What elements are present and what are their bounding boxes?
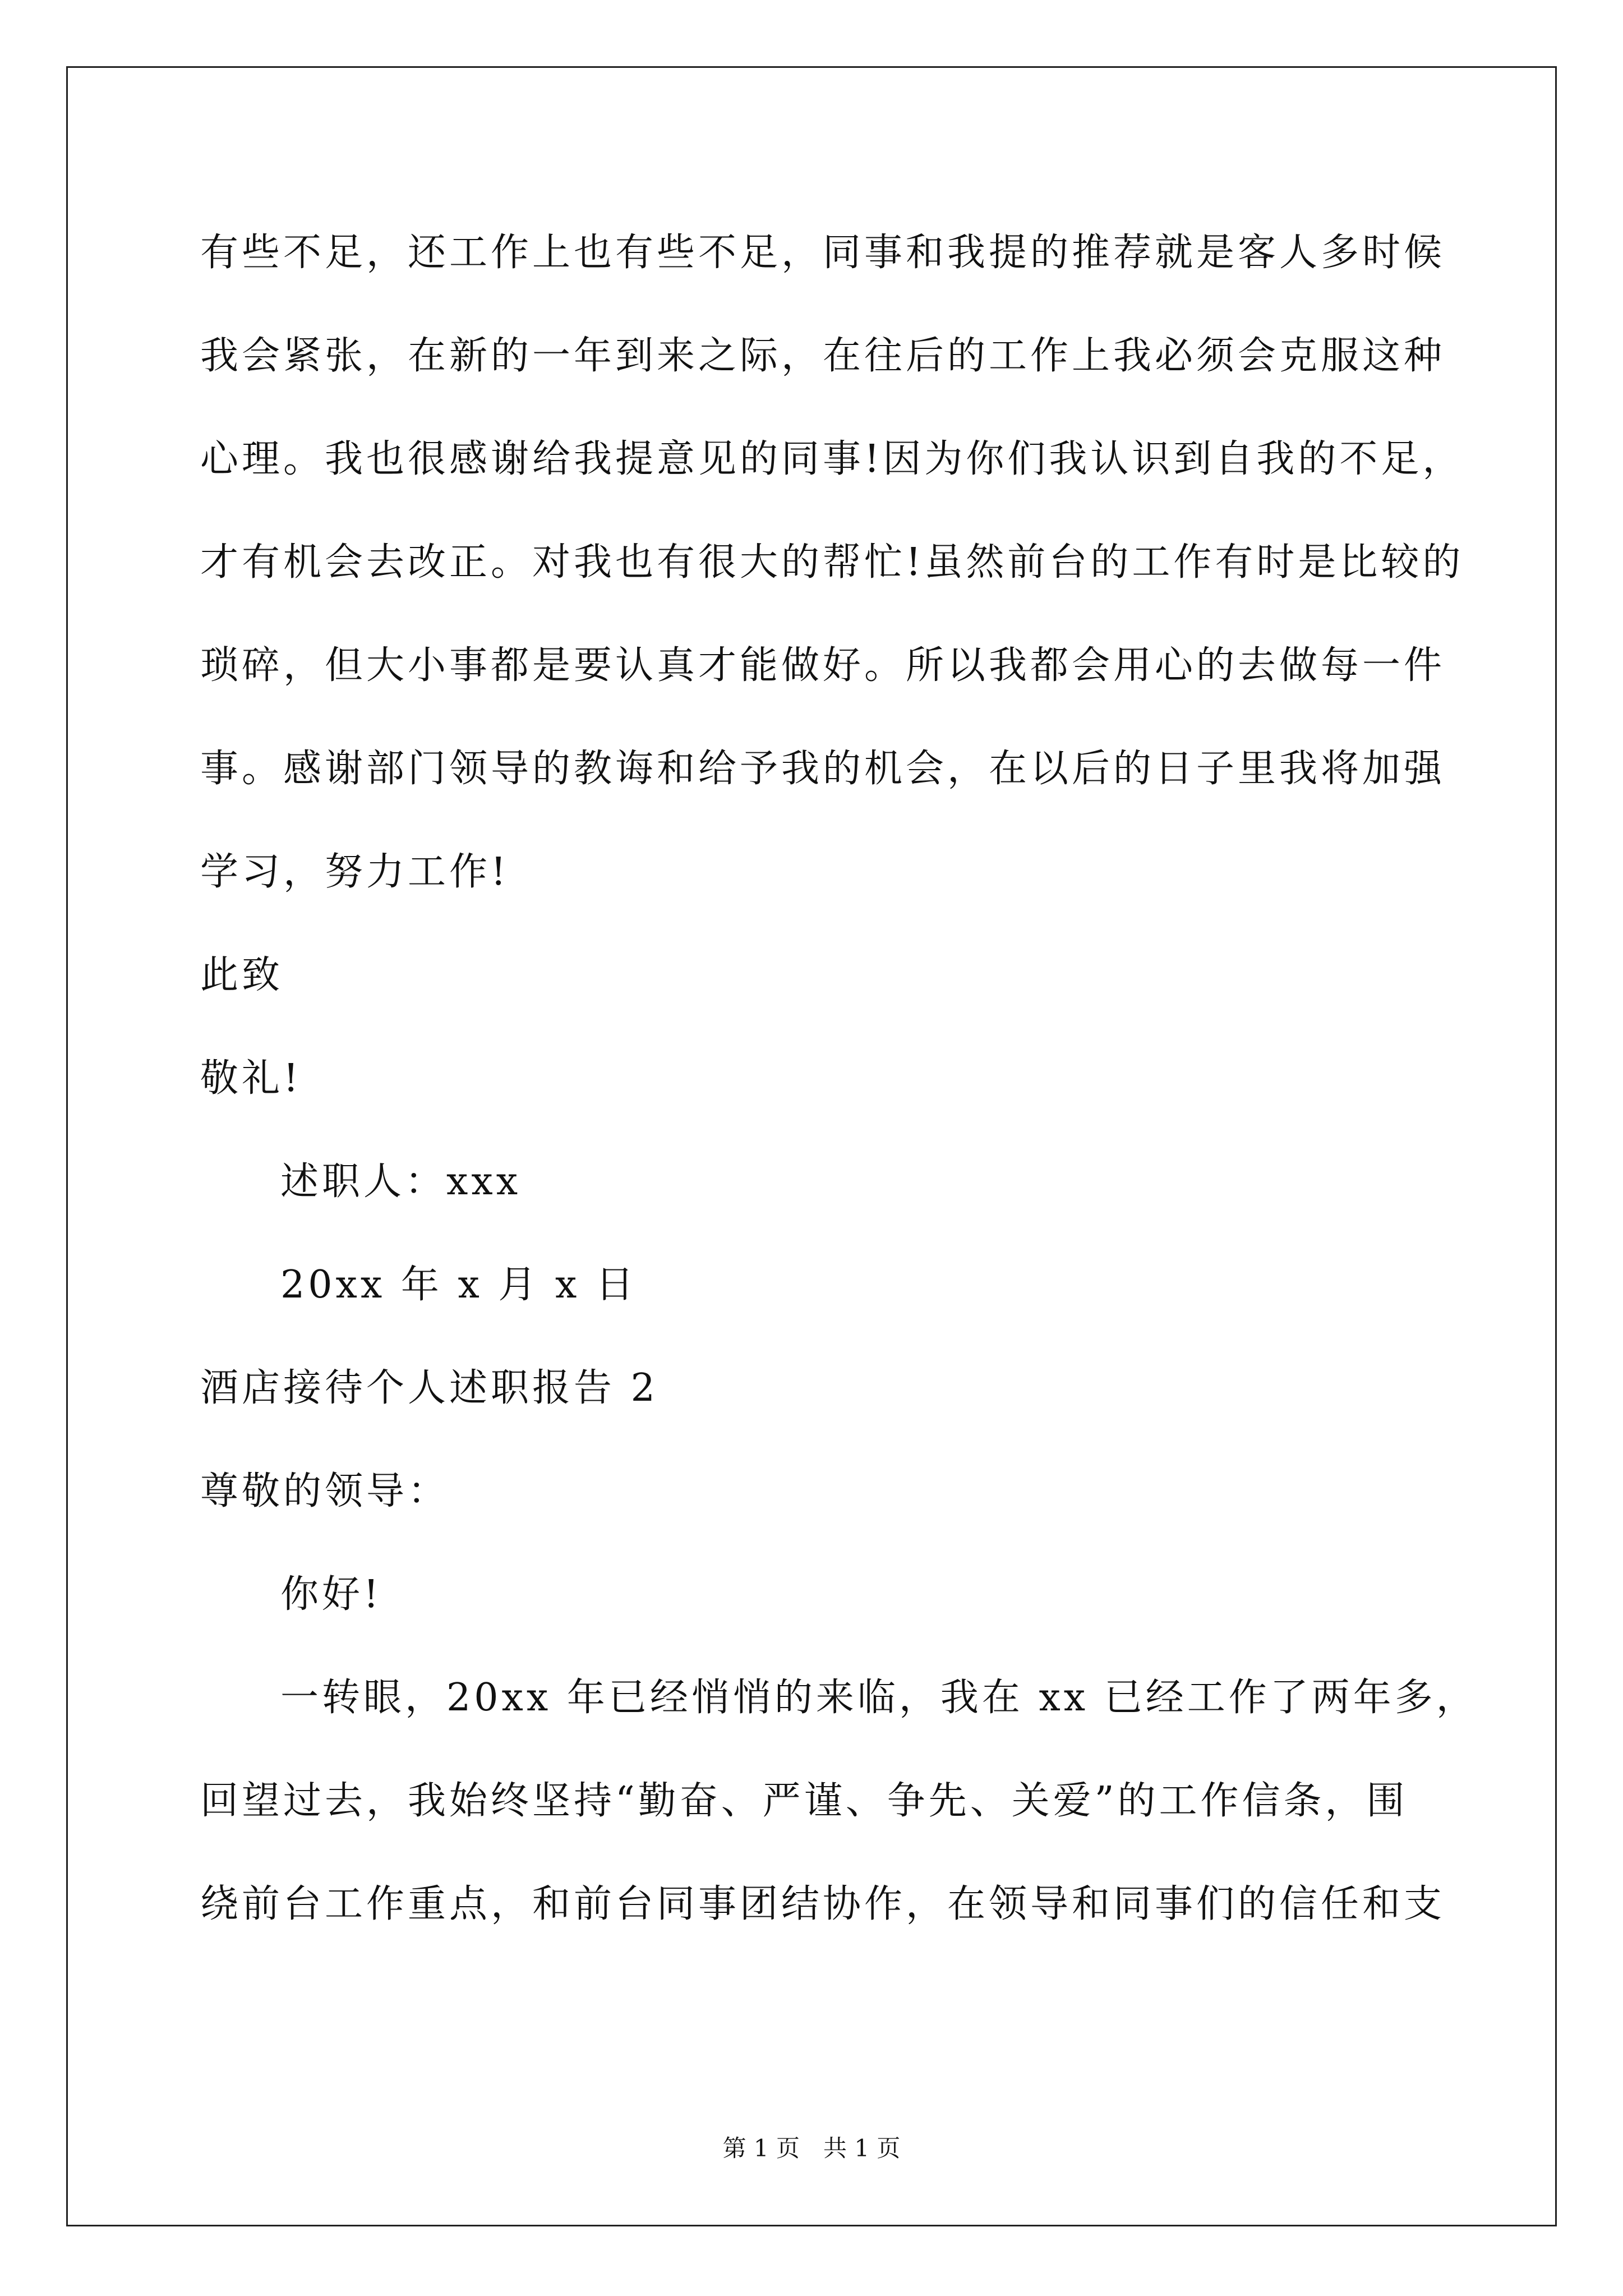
reporter-signature: 述职人：xxx bbox=[280, 1159, 522, 1204]
closing-regards: 敬礼! bbox=[200, 1056, 302, 1101]
report-date: 20xx 年 x 月 x 日 bbox=[280, 1263, 638, 1307]
page-footer: 第 1 页 共 1 页 bbox=[722, 2134, 901, 2162]
body-line-4: 才有机会去改正。对我也有很大的帮忙!虽然前台的工作有时是比较的 bbox=[200, 540, 1464, 585]
body-line-2: 我会紧张，在新的一年到来之际，在往后的工作上我必须会克服这种 bbox=[200, 334, 1446, 378]
addressee: 尊敬的领导： bbox=[200, 1469, 450, 1513]
body-line-5: 琐碎，但大小事都是要认真才能做好。所以我都会用心的去做每一件 bbox=[200, 643, 1446, 688]
closing-salutation: 此致 bbox=[200, 953, 284, 997]
section-title: 酒店接待个人述职报告 2 bbox=[200, 1366, 658, 1410]
body-line-8: 一转眼，20xx 年已经悄悄的来临，我在 xx 已经工作了两年多， bbox=[280, 1676, 1478, 1720]
body-line-1: 有些不足，还工作上也有些不足，同事和我提的推荐就是客人多时候 bbox=[200, 231, 1446, 275]
body-line-3: 心理。我也很感谢给我提意见的同事!因为你们我认识到自我的不足， bbox=[200, 437, 1464, 481]
body-line-10: 绕前台工作重点，和前台同事团结协作，在领导和同事们的信任和支 bbox=[200, 1882, 1446, 1926]
body-line-7: 学习，努力工作! bbox=[200, 850, 510, 894]
body-line-9: 回望过去，我始终坚持“勤奋、严谨、争先、关爱”的工作信条，围 bbox=[200, 1779, 1408, 1823]
greeting: 你好! bbox=[280, 1572, 382, 1617]
body-line-6: 事。感谢部门领导的教诲和给予我的机会，在以后的日子里我将加强 bbox=[200, 747, 1446, 791]
